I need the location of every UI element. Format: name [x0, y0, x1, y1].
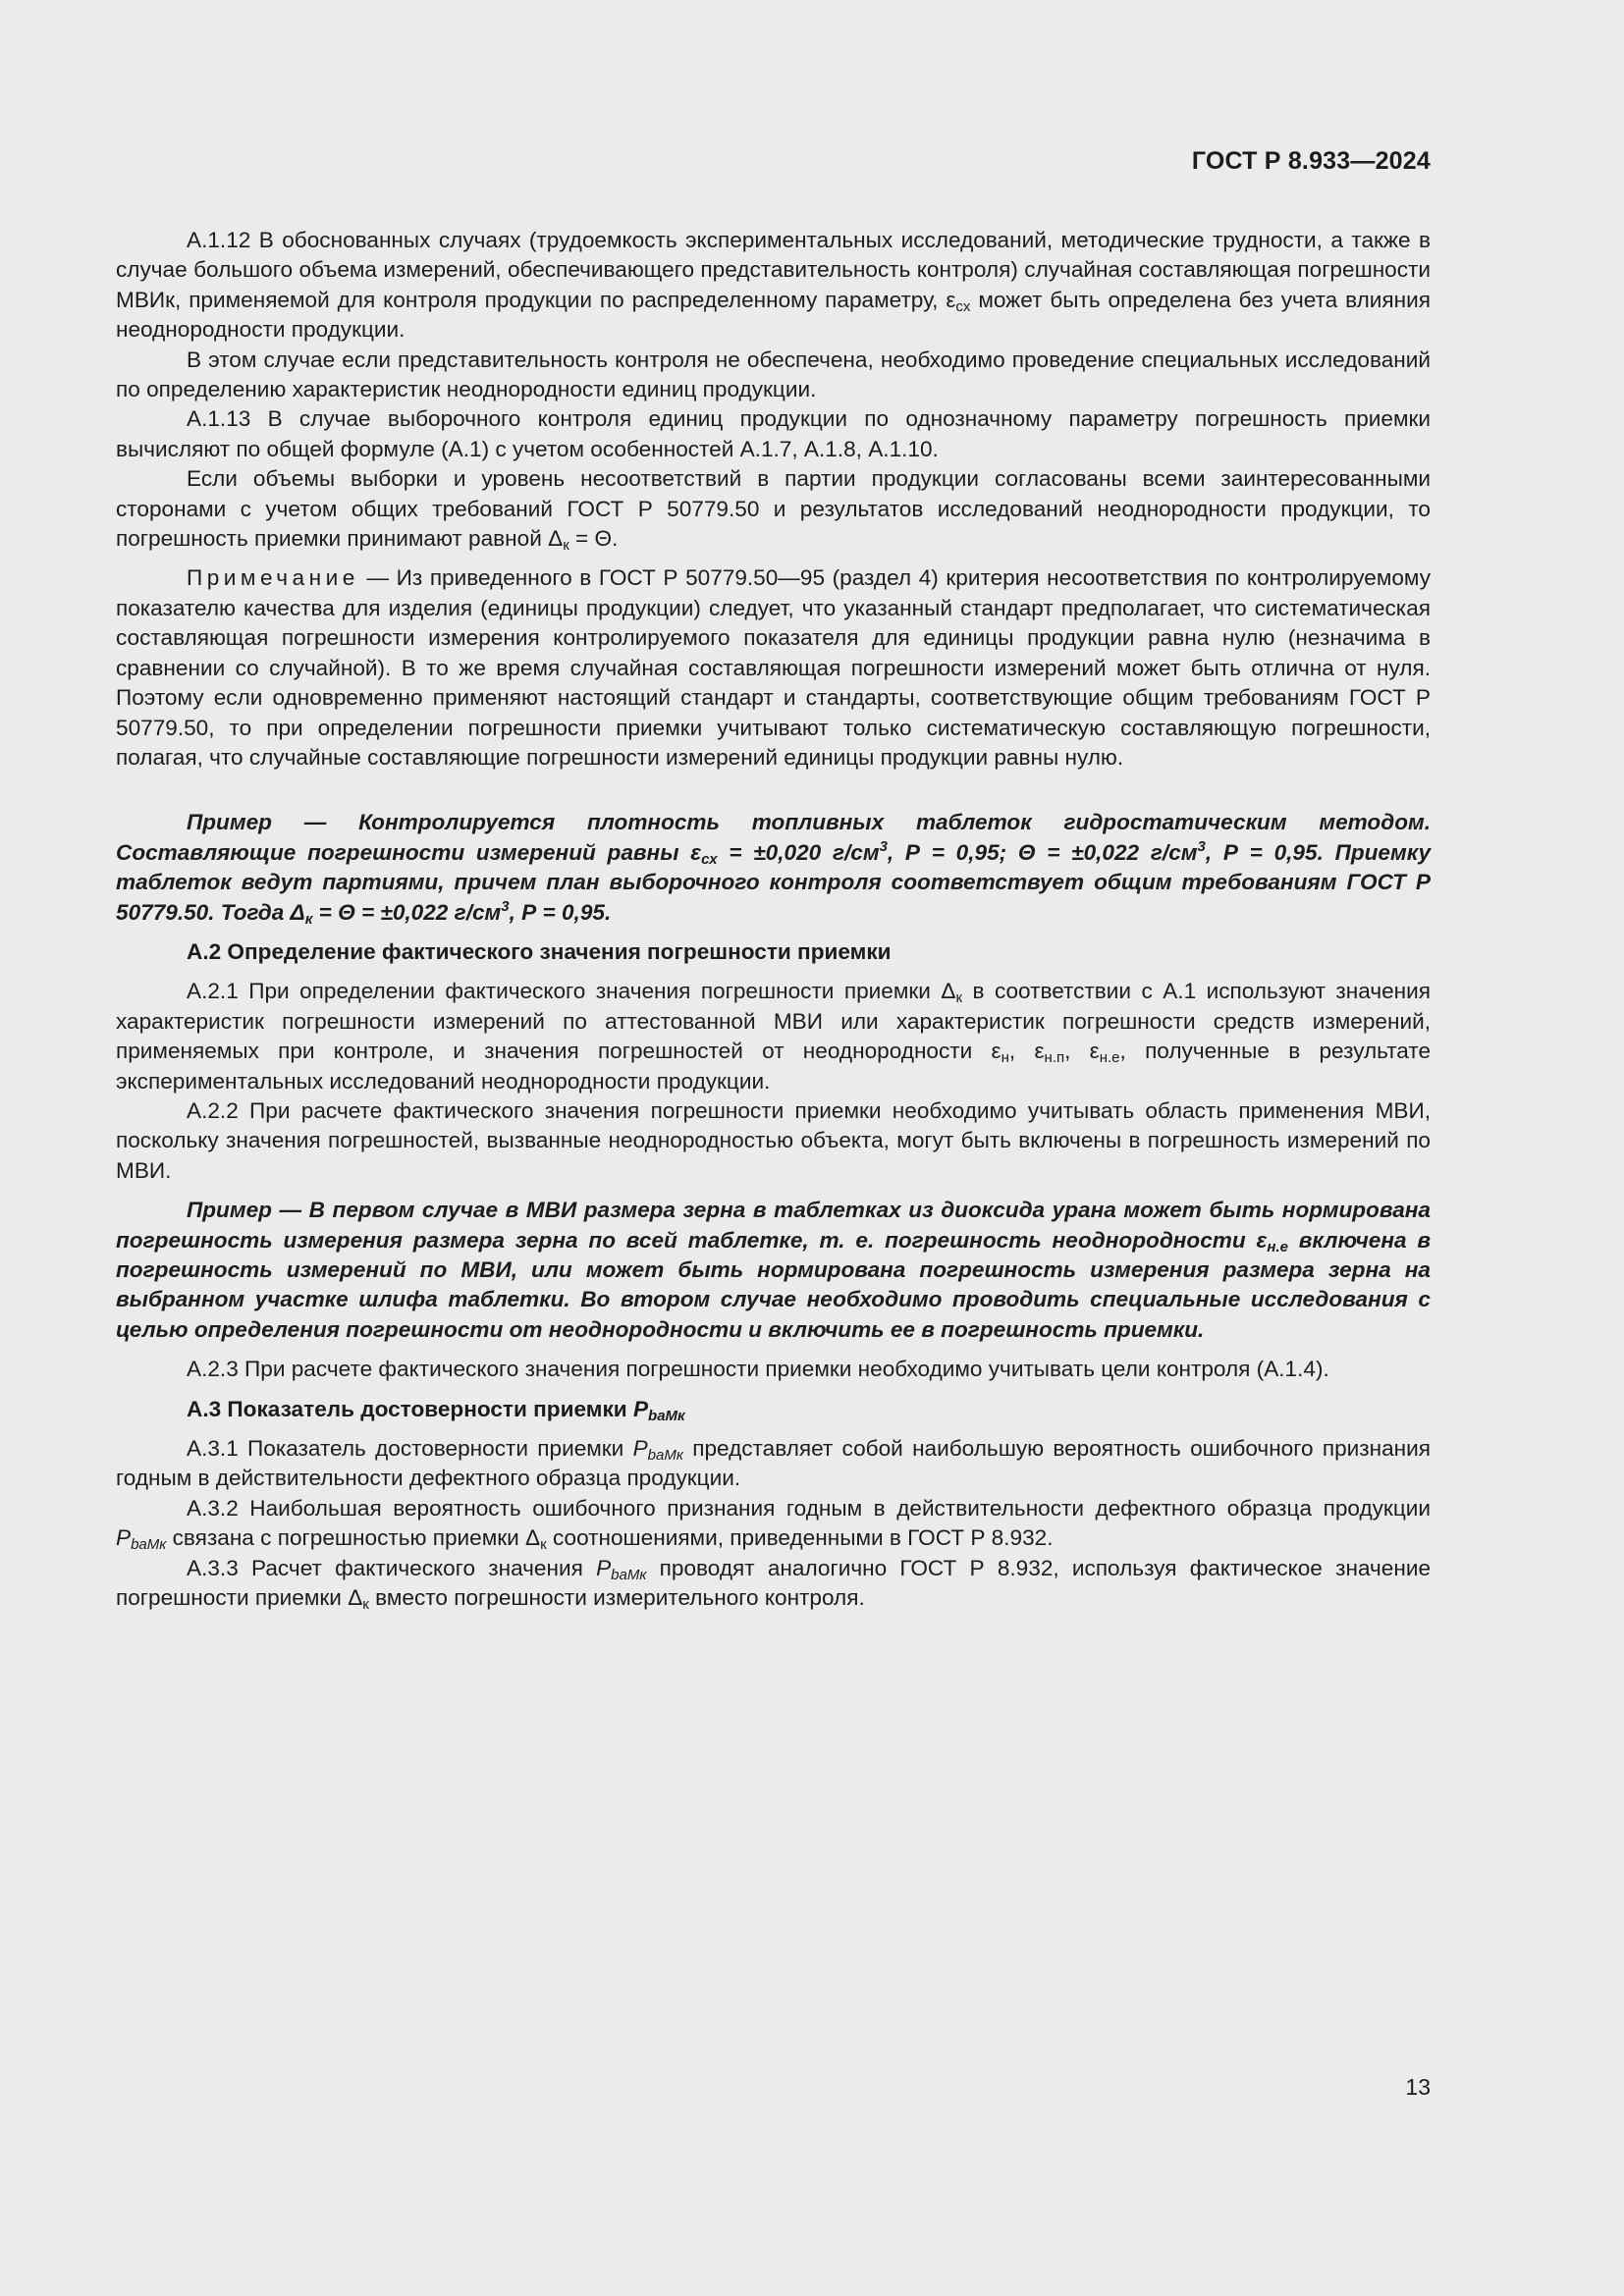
- document-header-id: ГОСТ Р 8.933—2024: [1191, 147, 1431, 175]
- paragraph-a3-1: А.3.1 Показатель достоверности приемки $P_{baMк}$ представляет собой наибольшую вероятность ошибочного признания годным в действительности дефектного образца продукции.: [116, 1436, 1431, 1491]
- paragraph-a2-1: А.2.1 При определении фактического значения погрешности приемки $\Delta_к$ в соответствии с А.1 используют значения характеристик погрешности измерений по аттестованной МВИ или характеристик погрешности средств измерений, применяемых при контроле, и значения погрешностей от неоднородности $\varepsilon_н$, $\varepsilon_{н.п}$, $\varepsilon_{н.е}$, полученные в результате экспериментальных исследований неоднородности продукции.: [116, 979, 1432, 1094]
- section-heading-a3: А.3 Показатель достоверности приемки $P_{baMк}$: [187, 1396, 685, 1424]
- section-heading-a2: А.2 Определение фактического значения погрешности приемки: [187, 938, 892, 964]
- page-number: 13: [1405, 2074, 1431, 2100]
- paragraph-a3-3: А.3.3 Расчет фактического значения $P_{baMк}$ проводят аналогично ГОСТ Р 8.932, используя фактическое значение погрешности приемки $\Delta_к$ вместо погрешности измерительного контроля.: [116, 1555, 1432, 1614]
- paragraph-a2-3: А.2.3 При расчете фактического значения погрешности приемки необходимо учитывать цели контроля (А.1.4).: [187, 1357, 1329, 1382]
- paragraph-a1-12-cont: В этом случае если представительность контроля не обеспечена, необходимо проведение специальных исследований по определению характеристик неоднородности единиц продукции.: [116, 347, 1431, 402]
- paragraph-a1-12: А.1.12 В обоснованных случаях (трудоемкость экспериментальных исследований, методические трудности, а также в случае большого объема измерений, обеспечивающего представительность контроля) случайная составляющая погрешности МВИк, применяемой для контроля продукции по распределенному параметру, $\varepsilon_{сх}$ может быть определена без учета влияния неоднородности продукции.: [116, 228, 1431, 343]
- example-2: Пример — В первом случае в МВИ размера зерна в таблетках из диоксида урана может быть нормирована погрешность измерения размера зерна по всей таблетке, т. е. погрешность неоднородности $\varepsilon_{н.е}$ включена в погрешность измерений по МВИ, или может быть нормирована погрешность измерения размера зерна на выбранном участке шлифа таблетки. Во втором случае необходимо проводить специальные исследования с целью определения погрешности от неоднородности и включить ее в погрешность приемки.: [116, 1198, 1431, 1342]
- paragraph-a1-13-cont: Если объемы выборки и уровень несоответствий в партии продукции согласованы всеми заинтересованными сторонами с учетом общих требований ГОСТ Р 50779.50 и результатов исследований неоднородности продукции, то погрешность приемки принимают равной $\Delta_к = \Theta$.: [116, 466, 1431, 555]
- document-body: [116, 226, 1431, 1613]
- example-1: Пример — Контролируется плотность топливных таблеток гидростатическим методом. Составляющие погрешности измерений равны $\varepsilon_{сх} = \pm 0,020$ $г/см^3$, Р = 0,95; Θ = ±0,022 $г/см^3$, Р = 0,95. Приемку таблеток ведут партиями, причем план выборочного контроля соответствует общим требованиям ГОСТ Р 50779.50. Тогда $\Delta_к = \Theta = \pm 0,022$ $г/см^3$, Р = 0,95.: [116, 810, 1432, 928]
- paragraph-a3-2: А.3.2 Наибольшая вероятность ошибочного признания годным в действительности дефектного образца продукции $P_{baMк}$ связана с погрешностью приемки $\Delta_к$ соотношениями, приведенными в ГОСТ Р 8.932.: [116, 1495, 1431, 1554]
- paragraph-a2-2: А.2.2 При расчете фактического значения погрешности приемки необходимо учитывать область применения МВИ, поскольку значения погрешностей, вызванные неоднородностью объекта, могут быть включены в погрешность измерений по МВИ.: [116, 1097, 1431, 1183]
- note-label: Примечание: [187, 565, 359, 591]
- paragraph-a1-13: А.1.13 В случае выборочного контроля единиц продукции по однозначному параметру погрешность приемки вычисляют по общей формуле (А.1) с учетом особенностей А.1.7, А.1.8, А.1.10.: [116, 406, 1431, 461]
- note-paragraph: Примечание — Из приведенного в ГОСТ Р 50779.50—95 (раздел 4) критерия несоответствия по контролируемому показателю качества для изделия (единицы продукции) следует, что указанный стандарт предполагает, что систематическая составляющая погрешности измерения контролируемого показателя для единицы продукции равна нулю (незначима в сравнении со случайной). В то же время случайная составляющая погрешности измерений может быть отлична от нуля. Поэтому если одновременно применяют настоящий стандарт и стандарты, соответствующие общим требованиям ГОСТ Р 50779.50, то при определении погрешности приемки учитывают только систематическую составляющую погрешности, полагая, что случайные составляющие погрешности измерений единицы продукции равны нулю.: [116, 565, 1432, 770]
